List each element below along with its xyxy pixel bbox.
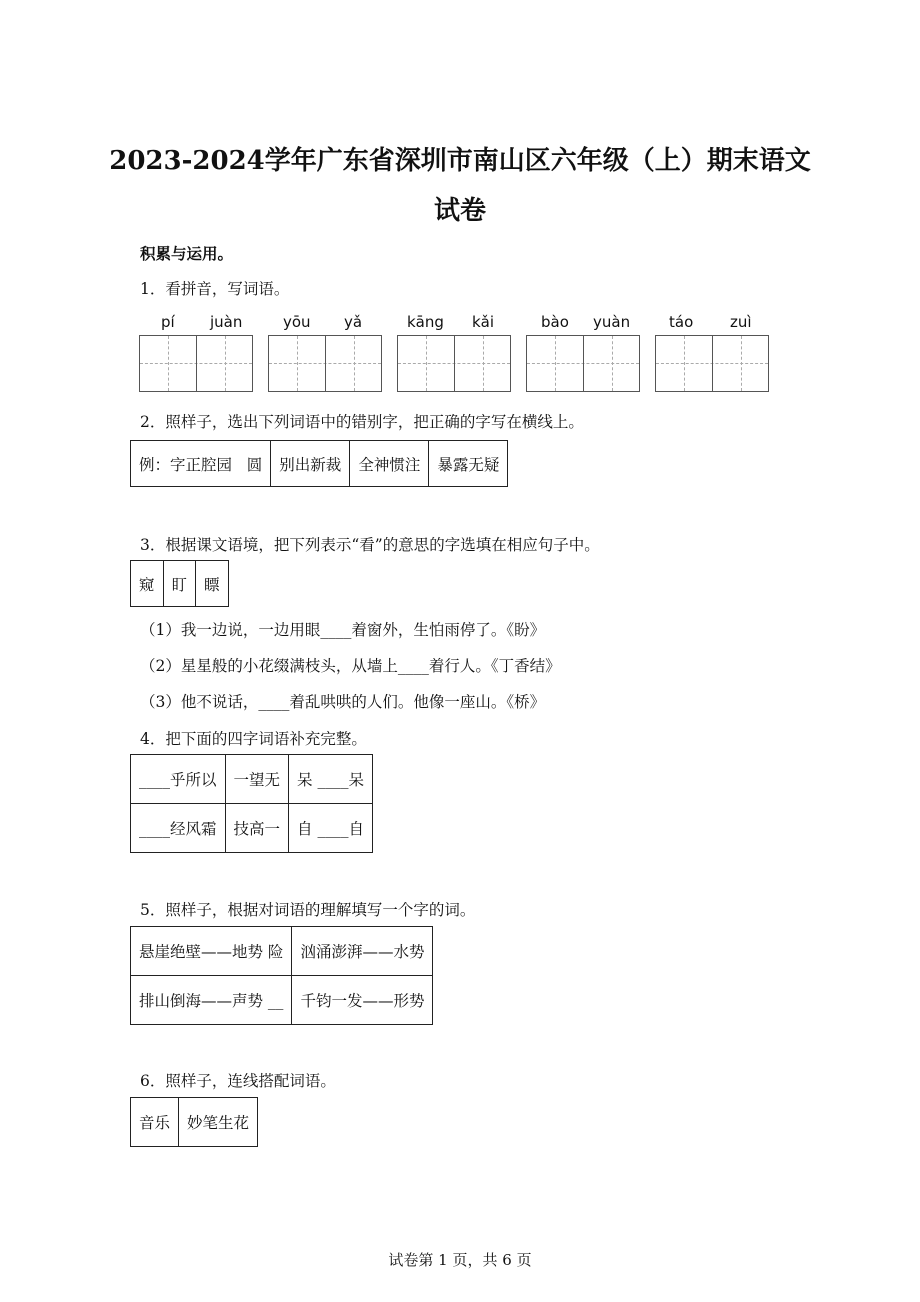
writing-box-4[interactable] [526, 335, 640, 392]
q3-char-table [130, 560, 229, 607]
writing-box-2[interactable] [268, 335, 382, 392]
q4-prompt: 4．把下面的四字词语补充完整。 [140, 730, 367, 748]
q5-cell[interactable]: 悬崖绝壁——地势 险 [131, 927, 292, 976]
q2-prompt: 2．照样子，选出下列词语中的错别字，把正确的字写在横线上。 [140, 413, 584, 431]
q4-cell[interactable]: 一望无 [225, 755, 289, 804]
q3-sentence-3: （3）他不说话，____着乱哄哄的人们。他像一座山。《桥》 [140, 693, 546, 711]
q4-cell[interactable]: ____经风霜 [131, 804, 226, 853]
q6-table [130, 1097, 258, 1147]
pinyin-1b: juàn [210, 313, 243, 331]
pinyin-5a: táo [669, 313, 694, 331]
q2-word[interactable]: 别出新裁 [271, 441, 350, 487]
q4-cell[interactable]: 技高一 [225, 804, 289, 853]
q2-word[interactable]: 暴露无疑 [429, 441, 508, 487]
pinyin-4a: bào [541, 313, 569, 331]
q3-prompt: 3．根据课文语境，把下列表示“看”的意思的字选填在相应句子中。 [140, 536, 600, 554]
q3-char[interactable]: 瞟 [196, 561, 229, 607]
pinyin-5b: zuì [730, 313, 752, 331]
q5-cell[interactable]: 千钧一发——形势 [292, 976, 433, 1025]
pinyin-3a: kāng [407, 313, 444, 331]
q4-cell[interactable]: 自 ____自 [289, 804, 373, 853]
pinyin-1a: pí [161, 313, 175, 331]
pinyin-2a: yōu [283, 313, 311, 331]
q3-char[interactable]: 窥 [131, 561, 164, 607]
page-footer: 试卷第 1 页，共 6 页 [388, 1251, 532, 1269]
q5-table [130, 926, 433, 1025]
q3-sentence-2: （2）星星般的小花缀满枝头，从墙上____着行人。《丁香结》 [140, 657, 561, 675]
writing-box-5[interactable] [655, 335, 769, 392]
q4-cell[interactable]: ____乎所以 [131, 755, 226, 804]
page-title: 2023-2024学年广东省深圳市南山区六年级（上）期末语文 [109, 146, 811, 176]
q6-prompt: 6．照样子，连线搭配词语。 [140, 1072, 336, 1090]
pinyin-3b: kǎi [472, 313, 495, 331]
q5-cell[interactable]: 汹涌澎湃——水势 [292, 927, 433, 976]
section-heading: 积累与运用。 [140, 245, 234, 263]
q2-example: 例：字正腔园 圆 [131, 441, 271, 487]
q5-prompt: 5．照样子，根据对词语的理解填写一个字的词。 [140, 901, 476, 919]
q4-cell[interactable]: 呆 ____呆 [289, 755, 373, 804]
q6-cell[interactable]: 音乐 [131, 1098, 179, 1147]
q5-cell[interactable]: 排山倒海——声势 __ [131, 976, 292, 1025]
page-title-cont: 试卷 [433, 196, 486, 226]
pinyin-4b: yuàn [593, 313, 631, 331]
pinyin-2b: yǎ [344, 313, 363, 331]
q1-prompt: 1．看拼音，写词语。 [140, 280, 290, 298]
writing-box-3[interactable] [397, 335, 511, 392]
writing-box-1[interactable] [139, 335, 253, 392]
q6-cell[interactable]: 妙笔生花 [179, 1098, 258, 1147]
q3-sentence-1: （1）我一边说，一边用眼____着窗外，生怕雨停了。《盼》 [140, 621, 546, 639]
q2-word[interactable]: 全神惯注 [350, 441, 429, 487]
q4-table [130, 754, 373, 853]
q2-table [130, 440, 508, 487]
q3-char[interactable]: 盯 [163, 561, 196, 607]
